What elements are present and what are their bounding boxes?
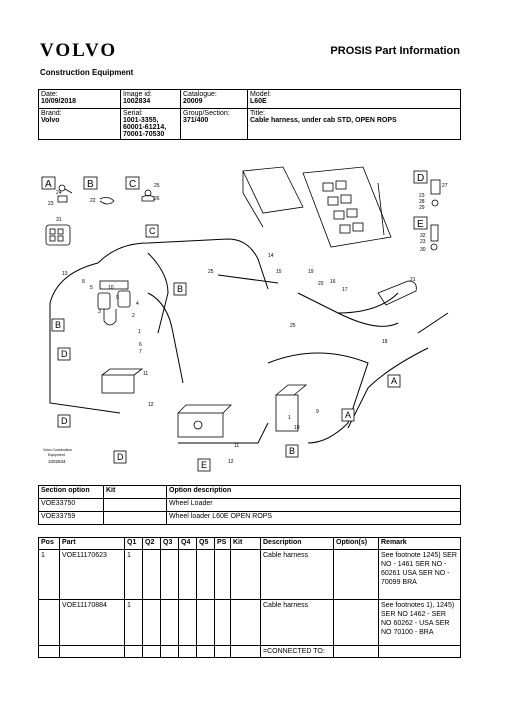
parts-header-q3: Q3 [161, 538, 179, 550]
num-3: 3 [98, 309, 101, 315]
options-header-kit: Kit [104, 486, 167, 499]
num-25-c: 25 [154, 183, 160, 189]
callout-b-upper: B [177, 284, 184, 294]
callout-b-left: B [55, 320, 62, 330]
parts-header-remark: Remark [379, 538, 461, 550]
num-10: 10 [108, 285, 114, 291]
num-17: 17 [342, 287, 348, 293]
part-description: Cable harness [261, 550, 334, 600]
num-32: 32 [420, 233, 426, 239]
callout-b-lower: B [289, 446, 296, 456]
part-remark: See footnotes 1), 1245) SER NO 1462 - SER NO 60262 - USA SER NO 70100 - BRA [379, 600, 461, 646]
option-kit [104, 499, 167, 512]
parts-header-pos: Pos [39, 538, 60, 550]
catalogue-value: 20009 [183, 98, 203, 105]
num-15: 15 [276, 269, 282, 275]
parts-header-q2: Q2 [143, 538, 161, 550]
parts-header-q4: Q4 [179, 538, 197, 550]
option-description: Wheel loader L60E OPEN ROPS [167, 512, 461, 525]
parts-header-q1: Q1 [125, 538, 143, 550]
num-31: 31 [56, 217, 62, 223]
image-id-label: Image id: [123, 91, 152, 98]
part-remark [379, 646, 461, 658]
options-header-description: Option description [167, 486, 461, 499]
serial-label: Serial: [123, 110, 143, 117]
connector-plug-21 [378, 281, 416, 305]
callout-c: C [149, 226, 156, 236]
options-row [39, 512, 461, 525]
part-remark: See footnote 1245) SER NO - 1461 SER NO - 60261 USA SER NO - 70099 BRA [379, 550, 461, 600]
callout-a-right: A [391, 376, 398, 386]
parts-row [39, 550, 461, 600]
parts-header-description: Description [261, 538, 334, 550]
options-row [39, 499, 461, 512]
callout-c-detail: C [129, 179, 137, 190]
parts-header-part: Part [60, 538, 125, 550]
num-19: 19 [308, 269, 314, 275]
brand-subtitle: Construction Equipment [40, 68, 134, 77]
parts-row [39, 600, 461, 646]
num-23-e: 23 [420, 239, 426, 245]
exploded-parts-diagram [38, 163, 460, 481]
callout-d-detail: D [417, 173, 425, 184]
serial-cell [121, 109, 181, 140]
electrical-panel [243, 167, 391, 247]
diagram-svg [38, 163, 460, 481]
num-7: 7 [139, 349, 142, 355]
num-9: 9 [116, 295, 119, 301]
main-harness [50, 239, 448, 443]
model-label: Model: [250, 91, 272, 98]
option-code: VOE33759 [39, 512, 104, 525]
num-12-b: 12 [228, 459, 234, 465]
num-30: 30 [420, 247, 426, 253]
brand-value: Volvo [41, 117, 60, 124]
num-16: 16 [330, 279, 336, 285]
num-10-b: 10 [294, 425, 300, 431]
image-id-value: 1002834 [123, 98, 151, 105]
image-stamp [43, 448, 72, 464]
num-4: 4 [136, 301, 139, 307]
callout-d-lower: D [61, 416, 68, 426]
num-1-b: 1 [288, 415, 291, 421]
callout-a-mid: A [345, 410, 352, 420]
brand-cell [39, 109, 121, 140]
stamp-line-2: Equipment [48, 453, 65, 457]
num-29: 29 [419, 205, 425, 211]
group-cell [181, 109, 248, 140]
num-25-mid: 25 [290, 323, 296, 329]
part-pos [39, 600, 60, 646]
catalogue-label: Catalogue: [183, 91, 217, 98]
detail-d-box [414, 171, 448, 211]
detail-e-box [414, 217, 438, 253]
switch-box [102, 369, 142, 393]
part-number: VOE11170884 [60, 600, 125, 646]
connector-31 [46, 217, 70, 245]
option-description: Wheel Loader [167, 499, 461, 512]
callout-a-detail: A [45, 179, 52, 190]
part-number [60, 646, 125, 658]
parts-table [38, 537, 461, 658]
option-code: VOE33750 [39, 499, 104, 512]
parts-header-q5: Q5 [197, 538, 215, 550]
date-cell [39, 90, 121, 109]
num-1: 1 [138, 329, 141, 335]
title-label: Title: [250, 110, 265, 117]
callout-d-left: D [61, 349, 68, 359]
num-14: 14 [268, 253, 274, 259]
parts-header-ps: PS [215, 538, 231, 550]
num-20: 20 [318, 281, 324, 287]
relay-assembly [98, 281, 130, 325]
num-11-b: 11 [234, 443, 240, 449]
detail-c-box [126, 177, 160, 202]
info-table [38, 89, 461, 140]
model-value: L60E [250, 98, 267, 105]
brand-label: Brand: [41, 110, 62, 117]
num-18: 18 [382, 339, 388, 345]
callout-e-detail: E [417, 219, 424, 230]
stamp-id: 1002834 [48, 459, 66, 464]
serial-value: 1001-3355, 60001-61214, 70001-70530 [123, 117, 167, 138]
num-26: 26 [154, 196, 160, 202]
num-13: 13 [62, 271, 68, 277]
num-11: 11 [143, 371, 149, 377]
parts-header-options: Option(s) [334, 538, 379, 550]
num-21: 21 [410, 277, 416, 283]
volvo-logo: VOLVO [40, 40, 118, 61]
pedal-unit [276, 385, 306, 431]
num-27: 27 [442, 183, 448, 189]
title-cell [248, 109, 461, 140]
num-23-d: 23 [419, 193, 425, 199]
date-label: Date: [41, 91, 58, 98]
part-q1: 1 [125, 600, 143, 646]
detail-a-box [42, 177, 72, 207]
image-id-cell [121, 90, 181, 109]
title-value: Cable harness, under cab STD, OPEN ROPS [250, 117, 397, 124]
num-23-a: 23 [48, 201, 54, 207]
option-kit [104, 512, 167, 525]
part-description: Cable harness [261, 600, 334, 646]
part-q1: 1 [125, 550, 143, 600]
num-28: 28 [419, 199, 425, 205]
position-numbers [62, 253, 416, 465]
group-label: Group/Section: [183, 110, 230, 117]
date-value: 10/09/2018 [41, 98, 77, 105]
options-table [38, 485, 461, 525]
options-header-section: Section option [39, 486, 104, 499]
num-2: 2 [132, 313, 135, 319]
num-25-top: 25 [208, 269, 214, 275]
parts-header-kit: Kit [231, 538, 261, 550]
part-pos [39, 646, 60, 658]
num-22: 22 [90, 198, 96, 204]
num-8: 8 [82, 279, 85, 285]
num-24: 24 [56, 190, 62, 196]
solenoid-valve [178, 405, 231, 437]
parts-row [39, 646, 461, 658]
callout-b-detail: B [87, 179, 94, 190]
callout-labels [52, 225, 400, 471]
callout-d-bottom: D [117, 452, 124, 462]
document-title: PROSIS Part Information [330, 45, 460, 57]
part-pos: 1 [39, 550, 60, 600]
callout-e: E [201, 460, 208, 470]
part-q1 [125, 646, 143, 658]
num-6: 6 [139, 342, 142, 348]
stamp-line-1: Volvo Construction [43, 448, 73, 452]
num-5: 5 [90, 285, 93, 291]
catalogue-cell [181, 90, 248, 109]
num-9-b: 9 [316, 409, 319, 415]
detail-b-box [84, 177, 114, 204]
group-value: 371/400 [183, 117, 209, 124]
model-cell [248, 90, 461, 109]
part-number: VOE11170623 [60, 550, 125, 600]
part-description: =CONNECTED TO: [261, 646, 334, 658]
num-12: 12 [148, 402, 154, 408]
